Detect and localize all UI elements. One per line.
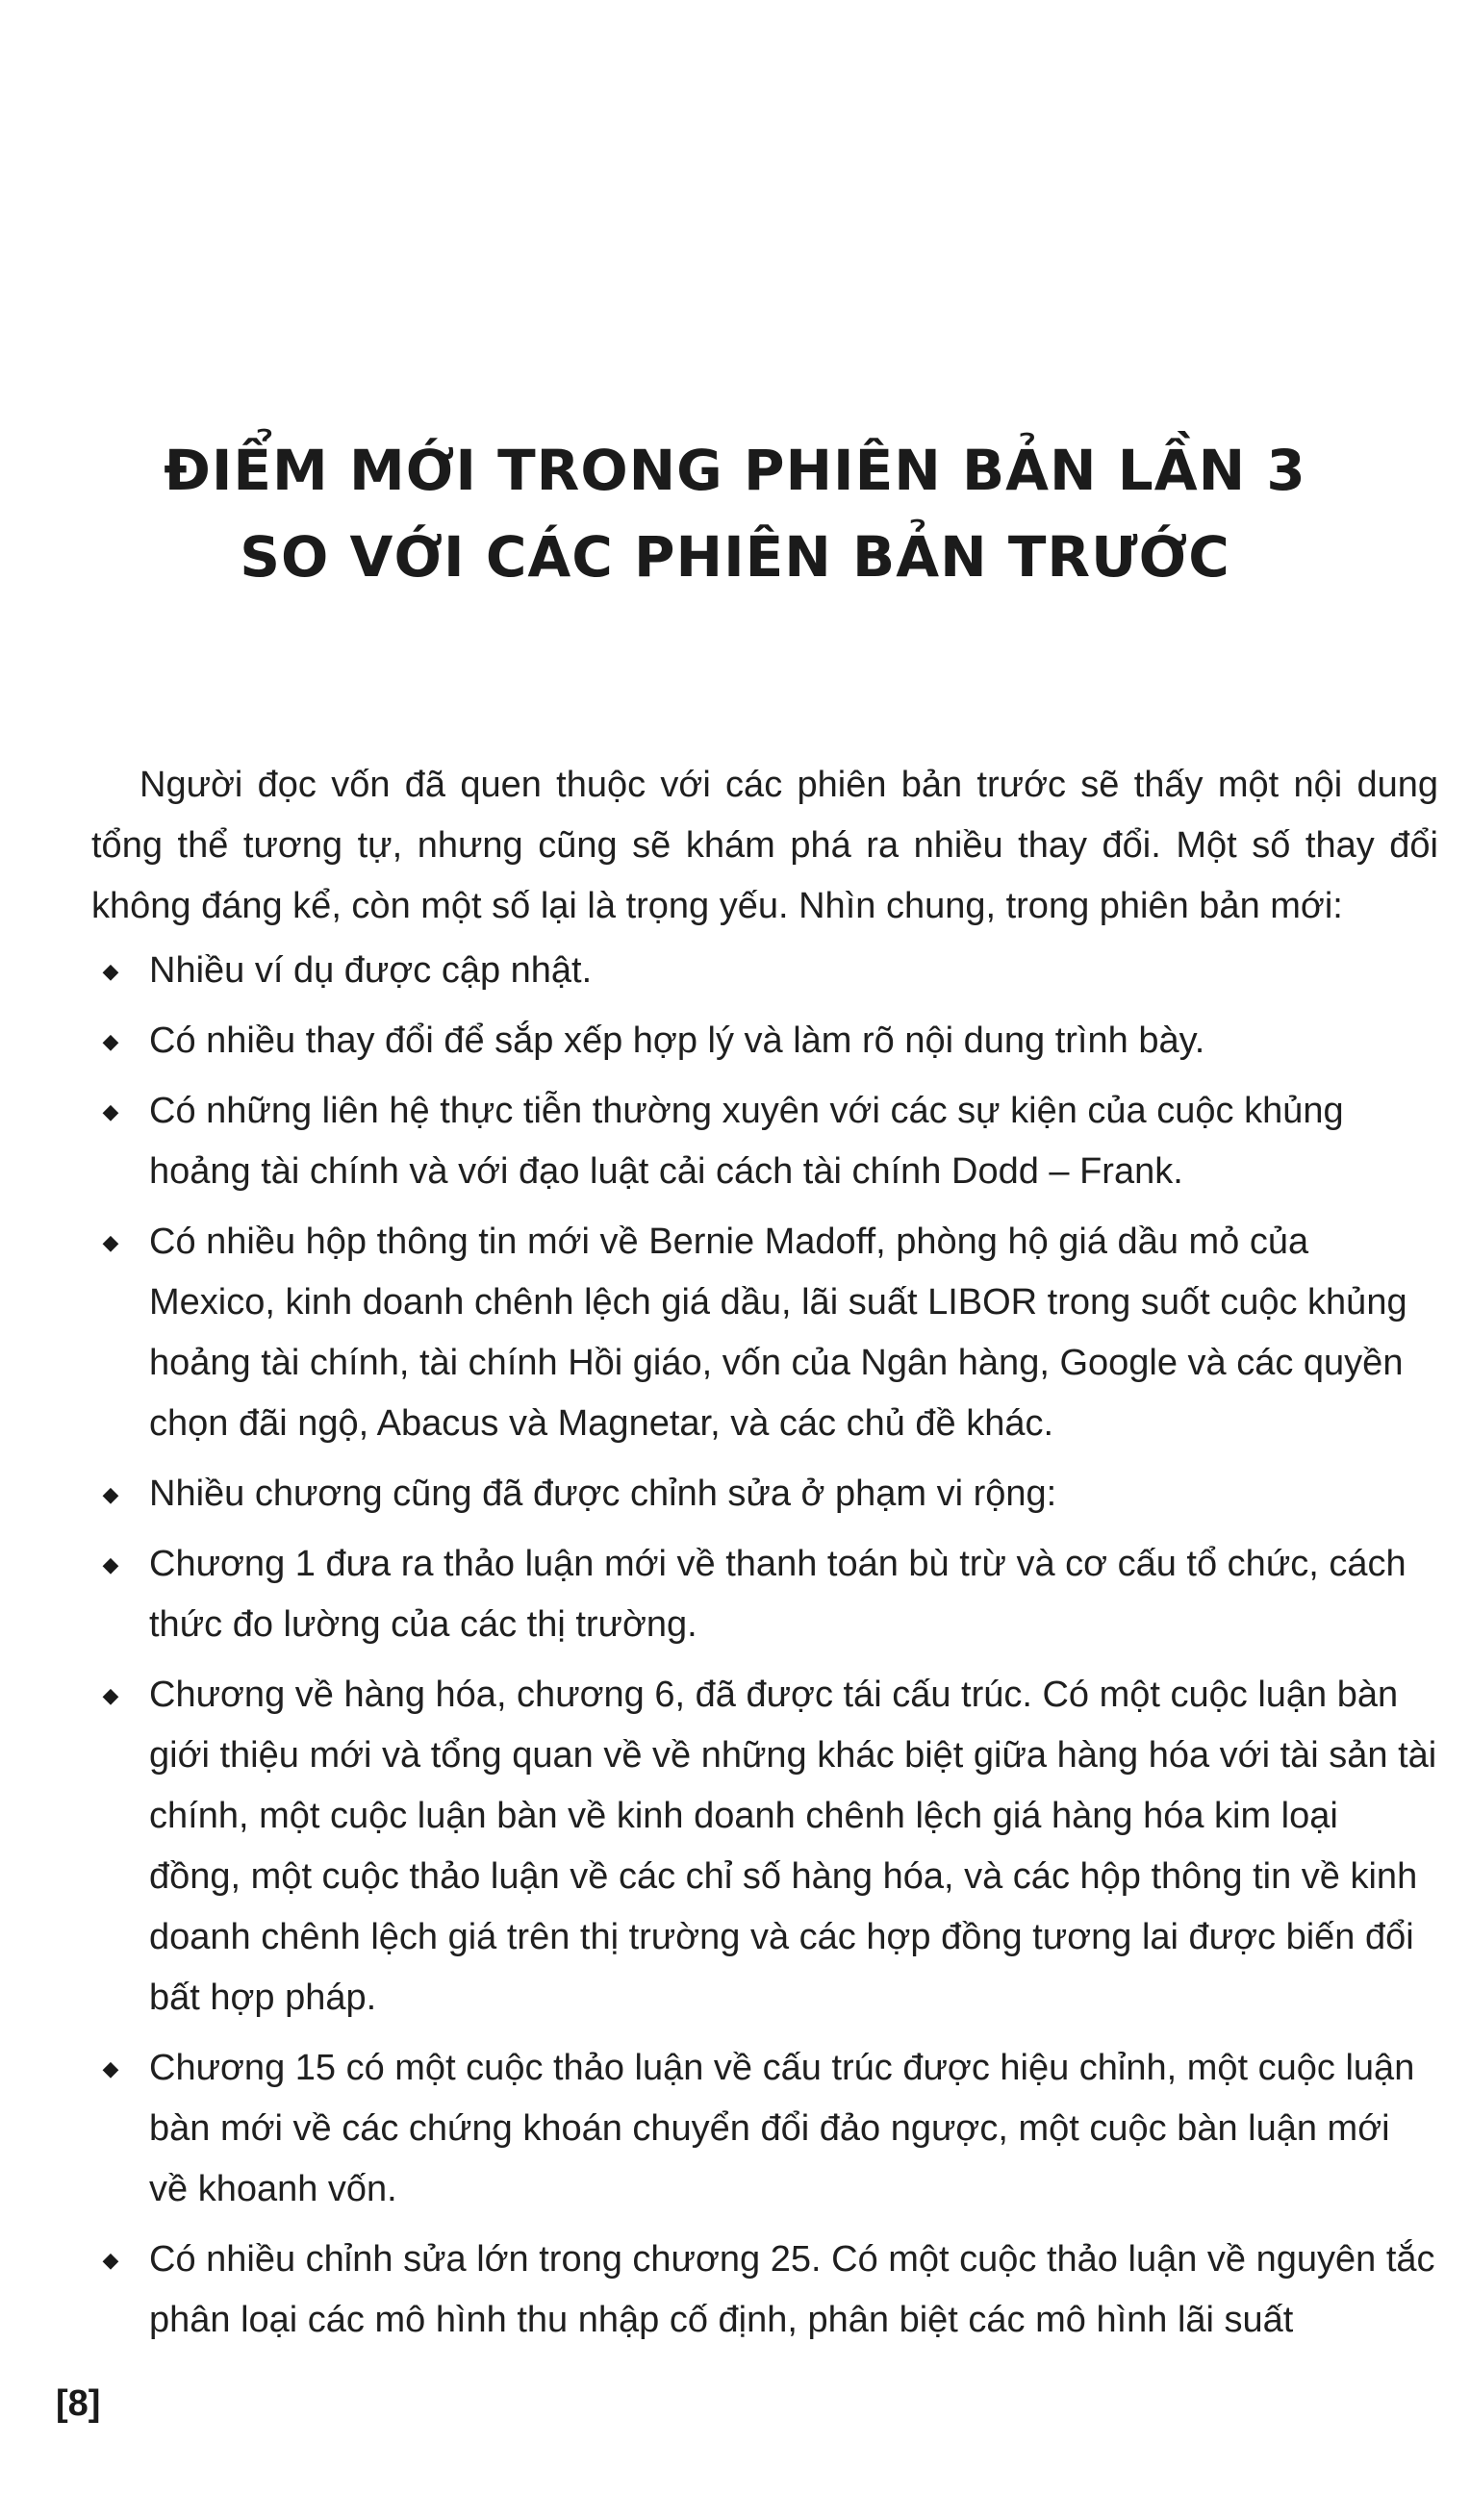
chapter-title-line-1: ĐIỂM MỚI TRONG PHIÊN BẢN LẦN 3 [164,438,1306,503]
list-item-text: Chương về hàng hóa, chương 6, đã được tái cấu trúc. Có một cuộc luận bàn giới thiệu mới và tổng quan về về những khác biệt giữa hàng hóa với tài sản tài chính, một cuộc luận bàn về kinh doanh chênh lệch giá hàng hóa kim loại đồng, một cuộc thảo luận về các chỉ số hàng hóa, và các hộp thông tin về kinh doanh chênh lệch giá trên thị trường và các hợp đồng tương lai được biến đổi bất hợp pháp. [149,1675,1437,2018]
list-item [91,1212,1438,1454]
diamond-bullet-icon: ◆ [102,1683,119,1707]
list-item-text: Chương 15 có một cuộc thảo luận về cấu trúc được hiệu chỉnh, một cuộc luận bàn mới về các chứng khoán chuyển đổi đảo ngược, một cuộc bàn luận mới về khoanh vốn. [149,2048,1415,2209]
list-item [91,2230,1438,2351]
diamond-bullet-icon: ◆ [102,1552,119,1576]
list-item [91,1665,1438,2029]
list-item-text: Có những liên hệ thực tiễn thường xuyên với các sự kiện của cuộc khủng hoảng tài chính và với đạo luật cải cách tài chính Dodd – Frank. [149,1091,1344,1192]
list-item-text: Chương 1 đưa ra thảo luận mới về thanh toán bù trừ và cơ cấu tổ chức, cách thức đo lường của các thị trường. [149,1544,1407,1645]
diamond-bullet-icon: ◆ [102,1482,119,1506]
list-item-text: Có nhiều chỉnh sửa lớn trong chương 25. Có một cuộc thảo luận về nguyên tắc phân loại các mô hình thu nhập cố định, phân biệt các mô hình lãi suất [149,2239,1435,2340]
body-text [91,755,1438,2360]
list-item-text: Có nhiều hộp thông tin mới về Bernie Madoff, phòng hộ giá dầu mỏ của Mexico, kinh doanh chênh lệch giá dầu, lãi suất LIBOR trong suốt cuộc khủng hoảng tài chính, tài chính Hồi giáo, vốn của Ngân hàng, Google và các quyền chọn đãi ngộ, Abacus và Magnetar, và các chủ đề khác. [149,1222,1407,1444]
diamond-bullet-icon: ◆ [102,2056,119,2080]
page-number: [8] [56,2383,101,2424]
diamond-bullet-icon: ◆ [102,2248,119,2272]
list-item [91,1081,1438,1202]
intro-paragraph: Người đọc vốn đã quen thuộc với các phiên bản trước sẽ thấy một nội dung tổng thể tương tự, nhưng cũng sẽ khám phá ra nhiều thay đổi. Một số thay đổi không đáng kể, còn một số lại là trọng yếu. Nhìn chung, trong phiên bản mới: [91,765,1438,926]
chapter-title-line-2: SO VỚI CÁC PHIÊN BẢN TRƯỚC [240,524,1230,590]
diamond-bullet-icon: ◆ [102,959,119,983]
list-item [91,1534,1438,1655]
list-item [91,2038,1438,2220]
diamond-bullet-icon: ◆ [102,1029,119,1053]
list-item-text: Nhiều ví dụ được cập nhật. [149,950,593,991]
list-item-text: Nhiều chương cũng đã được chỉnh sửa ở phạm vi rộng: [149,1474,1057,1514]
list-item [91,941,1438,1001]
list-item-text: Có nhiều thay đổi để sắp xếp hợp lý và làm rõ nội dung trình bày. [149,1021,1205,1061]
changes-list [91,941,1438,2351]
list-item [91,1464,1438,1525]
diamond-bullet-icon: ◆ [102,1099,119,1123]
list-item [91,1011,1438,1071]
diamond-bullet-icon: ◆ [102,1230,119,1254]
